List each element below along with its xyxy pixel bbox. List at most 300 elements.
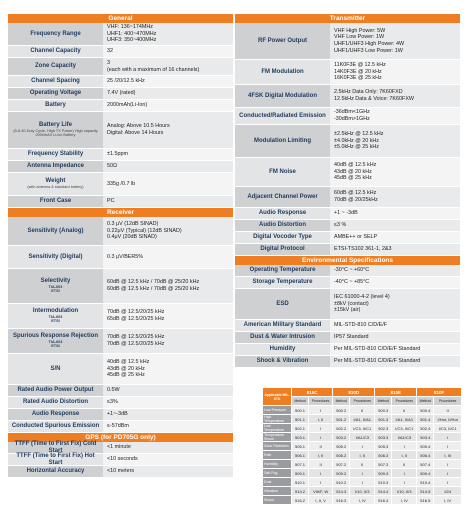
receiver-header: Receiver <box>8 208 233 217</box>
mil-cell: 514.3 <box>333 487 350 496</box>
mil-cell: I <box>309 478 333 487</box>
mil-row-name: Rain <box>263 451 292 460</box>
spec-label-text: Antenna Impedance <box>26 163 84 170</box>
spec-label <box>235 332 330 343</box>
spec-value-line: 3 <box>107 59 110 66</box>
spec-label <box>235 265 330 276</box>
spec-label <box>235 60 330 84</box>
spec-value <box>103 466 233 477</box>
mil-subheader: Method <box>333 397 350 406</box>
mil-cell: I/A1/C3 <box>392 433 417 442</box>
mil-subheader: Method <box>375 397 392 406</box>
spec-value-line: VHF: 136~174MHz <box>107 23 153 30</box>
spec-value-line: <1 minute <box>107 444 131 451</box>
mil-cell: 516.2 <box>292 496 309 505</box>
spec-label <box>8 385 103 396</box>
mil-standard-810C: 810C <box>292 388 333 397</box>
spec-label <box>235 220 330 231</box>
mil-cell: 506.2 <box>333 451 350 460</box>
spec-value-line: ≤-57dBm <box>107 423 129 430</box>
mil-cell: I <box>434 460 462 469</box>
mil-std-table <box>262 387 462 505</box>
spec-value-line: 0.3 μV/BER5% <box>107 253 144 260</box>
mil-cell: 514.5 <box>417 487 434 496</box>
spec-value-line: -30dBm>1GHz <box>334 116 370 122</box>
mil-cell: 500.3 <box>375 406 392 415</box>
spec-label-text: Shock & Vibration <box>256 358 309 365</box>
spec-value-line: 0.22μV (Typical) (12dB SINAD) <box>107 227 182 234</box>
spec-label-text: Frequency Stability <box>27 151 84 158</box>
spec-value <box>103 397 233 408</box>
transmitter-row-rf-power-output <box>235 23 460 60</box>
mil-cell: I, III <box>434 451 462 460</box>
spec-label <box>8 88 103 99</box>
spec-value <box>330 158 460 186</box>
mil-row-name: Salt Fog <box>263 469 292 478</box>
transmitter-header: Transmitter <box>235 14 460 23</box>
mil-cell: 509.3 <box>375 469 392 478</box>
spec-value-line: Digital: Above 14 Hours <box>107 130 164 136</box>
spec-value-line: ±15kV (air) <box>334 307 361 314</box>
spec-label-text: Audio Distortion <box>259 222 306 229</box>
spec-value-line: 0.5W <box>107 387 120 394</box>
spec-label-text: Weight <box>45 178 66 185</box>
spec-label-text: Battery <box>45 102 66 109</box>
spec-label <box>235 108 330 124</box>
mil-cell: 509.1 <box>292 469 309 478</box>
spec-label-extra: TIA-603 <box>48 315 63 320</box>
mil-cell: 505.2 <box>333 442 350 451</box>
spec-label <box>8 23 103 45</box>
spec-label-text: Conducted/Radiated Emission <box>239 112 326 119</box>
spec-value-line: 70dB @ 12.5/20/25 kHz <box>107 309 165 316</box>
mil-row-dust <box>263 478 462 487</box>
mil-cell: I/10, II/3 <box>392 487 417 496</box>
spec-value-line: ≤3% <box>107 399 118 406</box>
right-column <box>235 14 460 368</box>
spec-label-text: Spurious Response Rejection <box>12 333 99 340</box>
spec-label <box>8 217 103 245</box>
mil-cell: I <box>350 478 375 487</box>
spec-value-line: 60dB @ 12.5 kHz / 70dB @ 25/20 kHz <box>107 286 200 292</box>
mil-cell: I <box>350 469 375 478</box>
mil-cell: I, IV <box>392 496 417 505</box>
spec-value <box>330 277 460 288</box>
spec-label <box>8 161 103 172</box>
mil-cell: 500.4 <box>417 406 434 415</box>
mil-cell: II <box>392 406 417 415</box>
spec-value <box>103 76 233 87</box>
mil-cell: I/A1/C3 <box>350 433 375 442</box>
spec-label <box>8 58 103 75</box>
spec-label-text: Humidity <box>269 346 296 353</box>
spec-value-line: +1~-3dB <box>107 411 128 418</box>
transmitter-row-fm-modulation <box>235 60 460 85</box>
mil-row-name: Humidity <box>263 460 292 469</box>
general-header: General <box>8 14 233 23</box>
spec-value-line: VHF High Power: 5W <box>334 27 386 34</box>
spec-label <box>235 344 330 355</box>
mil-cell: I <box>434 478 462 487</box>
spec-value-line: UHF1/UHF3 Low Power: 1W <box>334 47 403 54</box>
spec-label-text: Conducted Spurious Emission <box>11 423 100 430</box>
spec-label <box>8 196 103 207</box>
spec-label-text: FM Modulation <box>261 68 304 75</box>
spec-value <box>103 173 233 195</box>
spec-value <box>330 244 460 255</box>
spec-label <box>8 421 103 432</box>
spec-value-line: 60dB @ 12.5 kHz / 70dB @ 25/20 kHz <box>107 279 200 286</box>
spec-label-text: Rated Audio Power Output <box>17 387 94 394</box>
mil-cell: I, IV <box>350 496 375 505</box>
spec-label-text: Battery Life <box>38 122 72 129</box>
mil-cell: I/A1, II/A1 <box>350 415 375 424</box>
mil-row-name: Vibration <box>263 487 292 496</box>
mil-cell: 503.1 <box>292 433 309 442</box>
spec-label-text: Digital Protocol <box>260 246 305 253</box>
spec-label-text: Rated Audio Distortion <box>22 399 89 406</box>
mil-cell: I <box>434 433 462 442</box>
spec-label-extra: TIA-603 <box>48 285 63 290</box>
spec-value-line: ≤3 % <box>334 222 347 229</box>
mil-cell: VIII/F, W <box>309 487 333 496</box>
mil-cell: I <box>309 424 333 433</box>
spec-value <box>103 409 233 420</box>
spec-label-text: Operating Voltage <box>29 90 82 97</box>
mil-cell: 516.5 <box>417 496 434 505</box>
mil-cell: I, II <box>309 415 333 424</box>
mil-cell: I <box>309 406 333 415</box>
mil-row-name: Dust <box>263 478 292 487</box>
mil-row-vibration <box>263 487 462 496</box>
gps-row-ttff-time-to-first-fix-hot-start <box>8 454 233 466</box>
mil-subheader-row <box>263 397 462 406</box>
mil-row-name: High Temperature <box>263 415 292 424</box>
spec-value-line: 45dB @ 25 kHz <box>334 175 372 182</box>
spec-value <box>330 125 460 157</box>
spec-value-line: UHF1/UHF3 High Power: 4W <box>334 41 405 47</box>
spec-label-text: Adjacent Channel Power <box>247 193 318 200</box>
spec-label <box>235 232 330 243</box>
mil-cell: 506.1 <box>292 451 309 460</box>
spec-label-text: Zone Capacity <box>34 63 76 70</box>
spec-label <box>8 329 103 353</box>
mil-cell: II <box>350 460 375 469</box>
spec-value-line: ±2.5kHz @ 12.5 kHz <box>334 130 384 137</box>
spec-value-line: -30°C ~ +60°C <box>334 267 370 274</box>
spec-value-line: AMBE++ or SELP <box>334 234 378 241</box>
mil-cell: 502.2 <box>333 424 350 433</box>
spec-value-line: UHF1: 400~470MHz <box>107 30 157 37</box>
environmental-row-storage-temperature <box>235 277 460 289</box>
transmitter-row-audio-distortion <box>235 220 460 232</box>
spec-label-text: ESD <box>276 300 289 307</box>
spec-label-text: S/N <box>50 365 61 372</box>
spec-value <box>103 23 233 45</box>
mil-cell: 502.3 <box>375 424 392 433</box>
spec-label <box>8 454 103 465</box>
mil-cell: I, II <box>309 451 333 460</box>
mil-cell: 509.4 <box>417 469 434 478</box>
general-row-front-case <box>8 196 233 208</box>
spec-value <box>103 58 233 75</box>
spec-value-line: 32 <box>107 48 113 55</box>
mil-row-low-pressure <box>263 406 462 415</box>
mil-cell: 500.2 <box>333 406 350 415</box>
spec-value <box>103 46 233 57</box>
spec-value <box>103 421 233 432</box>
spec-value <box>330 85 460 107</box>
spec-label-text: Sensitivity (Digital) <box>28 253 83 260</box>
spec-label <box>8 269 103 303</box>
mil-cell: 514.2 <box>292 487 309 496</box>
receiver-row-selectivity <box>8 269 233 304</box>
mil-standard-810E: 810E <box>375 388 417 397</box>
transmitter-row-adjacent-channel-power <box>235 187 460 208</box>
mil-standard-810D: 810D <box>333 388 375 397</box>
receiver-row-sensitivity-digital <box>8 246 233 269</box>
mil-cell: 503.3 <box>375 433 392 442</box>
spec-value <box>330 265 460 276</box>
mil-cell: I/24 <box>434 487 462 496</box>
mil-row-humidity <box>263 460 462 469</box>
spec-value-line: IP57 Standard <box>334 334 369 341</box>
spec-value-line: 40dB @ 12.5 kHz <box>107 358 150 365</box>
mil-cell: I <box>434 442 462 451</box>
spec-value-line: ±4.0kHz @ 20 kHz <box>334 137 379 144</box>
mil-row-name: Shock <box>263 496 292 505</box>
mil-cell: 507.4 <box>417 460 434 469</box>
mil-cell: I/10, II/3 <box>350 487 375 496</box>
spec-label-text: Sensitivity (Analog) <box>27 227 84 234</box>
environmental-row-operating-temperature <box>235 265 460 277</box>
spec-label <box>235 125 330 157</box>
mil-cell: 501.3 <box>375 415 392 424</box>
spec-label <box>235 244 330 255</box>
mil-subheader: Method <box>292 397 309 406</box>
mil-cell: 502.1 <box>292 424 309 433</box>
spec-value <box>103 100 233 111</box>
mil-cell: 516.3 <box>333 496 350 505</box>
receiver-row-audio-response <box>8 409 233 421</box>
spec-label-extra: ETSI <box>51 319 60 324</box>
spec-value <box>103 112 233 148</box>
mil-row-solar-radiation <box>263 442 462 451</box>
spec-label <box>8 149 103 160</box>
mil-cell: I/A1, II/A1 <box>392 415 417 424</box>
spec-value-line: 43dB @ 20 kHz <box>107 365 145 372</box>
spec-label-text: Storage Temperature <box>252 279 313 286</box>
spec-value-line: 7.4V (rated) <box>107 90 136 97</box>
receiver-row-sensitivity-analog <box>8 217 233 246</box>
general-row-weight <box>8 173 233 196</box>
spec-label-text: Frequency Range <box>30 30 81 37</box>
spec-value <box>103 304 233 328</box>
mil-cell: I <box>392 478 417 487</box>
spec-value <box>330 208 460 219</box>
spec-sublabel: (with antenna & standard battery) <box>27 185 84 190</box>
spec-value-line: 335g /0.7 lb <box>107 180 136 187</box>
receiver-row-rated-audio-power-output <box>8 385 233 397</box>
spec-value-line: (each with a maximum of 16 channels) <box>107 66 200 73</box>
mil-cell: 516.4 <box>375 496 392 505</box>
spec-value-line: PC <box>107 198 115 205</box>
left-column <box>8 14 233 478</box>
spec-value <box>330 289 460 319</box>
mil-header-row <box>263 388 462 397</box>
mil-row-salt-fog <box>263 469 462 478</box>
mil-subheader: Procedures <box>392 397 417 406</box>
spec-value-line: UHF3: 350~400MHz <box>107 37 157 44</box>
spec-label <box>235 356 330 367</box>
spec-label <box>8 100 103 111</box>
general-row-zone-capacity <box>8 58 233 76</box>
environmental-row-dust-water-intrusion <box>235 332 460 344</box>
spec-label <box>8 112 103 148</box>
spec-label-text: FM Noise <box>269 168 296 175</box>
spec-label <box>8 76 103 87</box>
mil-cell: II <box>309 442 333 451</box>
spec-label <box>8 304 103 328</box>
spec-value <box>103 354 233 384</box>
general-row-battery-life <box>8 112 233 149</box>
spec-value <box>330 320 460 331</box>
spec-value-line: +1 ~ -3dB <box>334 210 358 217</box>
general-row-antenna-impedance <box>8 161 233 173</box>
mil-cell: 510.4 <box>417 478 434 487</box>
spec-value-line: Analog: Above 10.5 Hours <box>107 123 170 130</box>
spec-value-line: 25 /20/12.5 kHz <box>107 78 145 85</box>
spec-label-text: Modulation Limiting <box>254 137 311 144</box>
mil-cell: 510.3 <box>375 478 392 487</box>
spec-label-text: RF Power Output <box>258 37 307 44</box>
spec-label <box>235 289 330 319</box>
mil-cell: I <box>392 442 417 451</box>
spec-value <box>330 23 460 59</box>
spec-label <box>235 23 330 59</box>
mil-cell: 507.2 <box>333 460 350 469</box>
mil-row-rain <box>263 451 462 460</box>
spec-value-line: -40°C ~ +85°C <box>334 279 370 286</box>
general-row-channel-capacity <box>8 46 233 58</box>
mil-cell: 500.1 <box>292 406 309 415</box>
spec-label-extra: ETSI <box>51 344 60 349</box>
mil-cell: 509.2 <box>333 469 350 478</box>
spec-value-line: 12.5kHz Data & Voice: 7K60FXW <box>334 96 414 102</box>
spec-label-text: Digital Vocoder Type <box>253 234 312 241</box>
spec-value <box>330 356 460 367</box>
spec-value-line: 16K0F3E @ 25 kHz <box>334 75 382 82</box>
transmitter-row-audio-response <box>235 208 460 220</box>
spec-value-line: 60dB @ 12.5 kHz <box>334 190 377 197</box>
spec-value-line: 14K0F3E @ 20 kHz <box>334 68 382 75</box>
mil-row-name: Low Pressure <box>263 406 292 415</box>
general-row-battery <box>8 100 233 112</box>
environmental-header: Environmental Specifications <box>235 256 460 265</box>
spec-value <box>103 246 233 268</box>
mil-standard-810F: 810F <box>417 388 462 397</box>
spec-sublabel: (5-5-90 Duty Cycle, High TX Power) High capacity 2000mAh Li-Ion Battery <box>13 129 98 138</box>
receiver-row-intermodulation <box>8 304 233 329</box>
mil-row-low-temperature <box>263 424 462 433</box>
transmitter-row-digital-vocoder-type <box>235 232 460 244</box>
mil-row-name: Low Temperature <box>263 424 292 433</box>
mil-cell: I, II <box>392 451 417 460</box>
spec-label-text: Horizontal Accuracy <box>26 468 85 475</box>
spec-value-line: 0.3 μV (12dB SINAD) <box>107 220 159 227</box>
spec-label-text: Audio Response <box>258 210 307 217</box>
receiver-row-spurious-response-rejection <box>8 329 233 354</box>
mil-row-shock <box>263 496 462 505</box>
spec-label <box>8 409 103 420</box>
mil-cell: 505.4 <box>417 442 434 451</box>
mil-cell: 506.3 <box>375 451 392 460</box>
mil-cell: 501.1 <box>292 415 309 424</box>
spec-value-line: ETSI-TS102 361-1, 2&3 <box>334 246 392 253</box>
spec-label <box>8 173 103 195</box>
spec-value-line: ±1.5ppm <box>107 151 128 158</box>
spec-label <box>235 320 330 331</box>
mil-cell: II <box>309 460 333 469</box>
spec-value-line: 65dB @ 12.5/20/25 kHz <box>107 316 165 322</box>
environmental-row-shock-vibration <box>235 356 460 368</box>
spec-value-line: VHF Low Power: 1W <box>334 34 385 41</box>
general-row-frequency-range <box>8 23 233 46</box>
mil-subheader: Method <box>417 397 434 406</box>
spec-value <box>330 60 460 84</box>
spec-label-text: 4FSK Digital Modulation <box>248 92 317 99</box>
spec-label-text: Intermodulation <box>32 308 79 315</box>
spec-value-line: 50Ω <box>107 163 118 170</box>
spec-label <box>235 187 330 207</box>
spec-value-line: 45dB @ 25 kHz <box>107 372 145 379</box>
spec-value <box>330 332 460 343</box>
spec-value-line: <10 meters <box>107 468 135 475</box>
receiver-row-s-n <box>8 354 233 385</box>
mil-cell: 510.2 <box>333 478 350 487</box>
spec-label-extra: ETSI <box>51 289 60 294</box>
general-row-frequency-stability <box>8 149 233 161</box>
mil-cell: II <box>350 406 375 415</box>
mil-cell: II <box>392 460 417 469</box>
spec-label <box>235 158 330 186</box>
spec-value <box>103 217 233 245</box>
spec-value <box>330 232 460 243</box>
mil-cell: I <box>309 433 333 442</box>
spec-value <box>103 196 233 207</box>
mil-cell: I <box>392 469 417 478</box>
spec-value-line: 43dB @ 20 kHz <box>334 168 372 175</box>
gps-header: GPS (for PD705G only) <box>8 433 233 442</box>
spec-value-line: Per MIL-STD-810 C/D/E/F Standard <box>334 358 421 365</box>
spec-label-text: American Military Standard <box>243 322 322 329</box>
spec-value-line: <10 seconds <box>107 456 138 463</box>
spec-value-line: ±5.0kHz @ 25 kHz <box>334 144 379 151</box>
spec-label <box>8 46 103 57</box>
spec-value-line: 40dB @ 12.5 kHz <box>334 161 377 168</box>
spec-value <box>103 269 233 303</box>
mil-row-name: Temperature Shock <box>263 433 292 442</box>
spec-value-line: 0.4μV (20dB SINAD) <box>107 234 157 241</box>
mil-cell: I/C3, II/C1 <box>392 424 417 433</box>
mil-cell: 502.4 <box>417 424 434 433</box>
mil-cell: 501.2 <box>333 415 350 424</box>
mil-cell: 510.1 <box>292 478 309 487</box>
general-row-operating-voltage <box>8 88 233 100</box>
spec-value-line: 70dB @ 20/25kHz <box>334 197 378 203</box>
spec-value-line: 2.5kHz Data Only: 7K60FXD <box>334 89 403 96</box>
mil-subheader: Procedures <box>309 397 333 406</box>
